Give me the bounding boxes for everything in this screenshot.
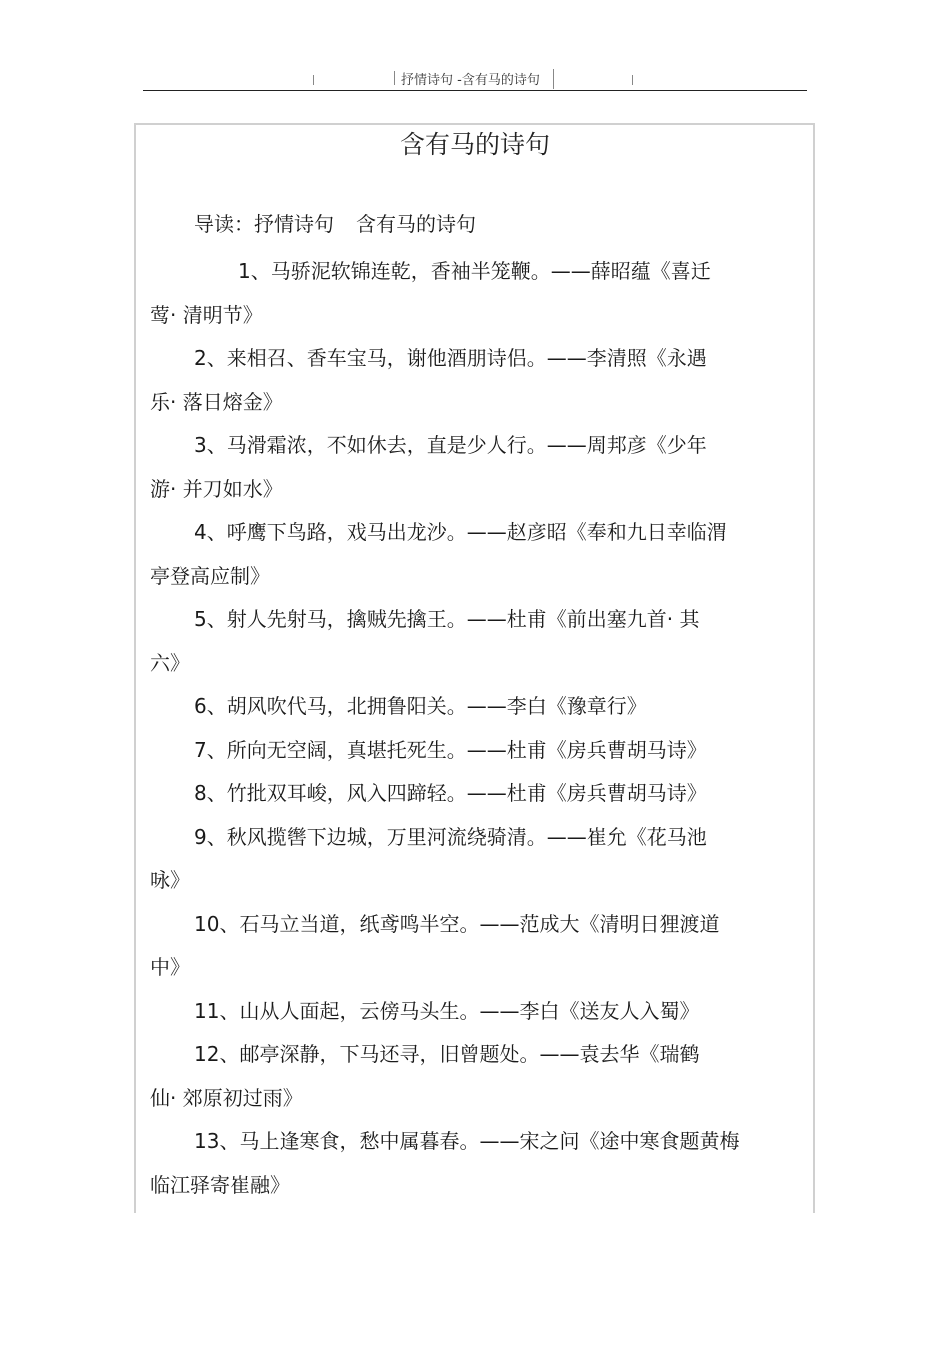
header-rule <box>143 90 807 91</box>
poem-entry-continuation: 亭登高应制》 <box>150 563 270 588</box>
poem-entry-line1: 1、马骄泥软锦连乾，香袖半笼鞭。——薛昭蕴《喜迁 <box>238 259 711 283</box>
poem-entry <box>150 250 770 294</box>
poem-entry <box>150 337 770 381</box>
poem-entry <box>150 424 770 468</box>
poem-entry <box>150 903 770 947</box>
poem-entry-line1: 11、山从人面起，云傍马头生。——李白《送友人入蜀》 <box>194 998 700 1023</box>
header-tick-left <box>313 75 314 85</box>
poem-entry <box>150 1120 770 1164</box>
document-title: 含有马的诗句 <box>399 130 550 159</box>
poem-entry <box>150 598 770 642</box>
poem-entry-continuation: 莺· 清明节》 <box>150 302 263 327</box>
poem-entry <box>150 1033 770 1077</box>
poem-entry <box>150 772 770 816</box>
poem-entry-continuation: 仙· 郊原初过雨》 <box>150 1085 303 1110</box>
poem-entry-line1: 3、马滑霜浓，不如休去，直是少人行。——周邦彦《少年 <box>194 433 707 457</box>
header-text: 抒情诗句 -含有马的诗句 <box>401 73 540 88</box>
poem-entry <box>150 990 770 1034</box>
header-tick-mid-left <box>394 71 395 85</box>
poem-entry-line1: 2、来相召、香车宝马，谢他酒朋诗侣。——李清照《永遇 <box>194 346 707 370</box>
poem-entry <box>150 511 770 555</box>
intro-label: 导读：抒情诗句 <box>194 212 334 236</box>
poem-entry-continuation: 六》 <box>150 650 190 675</box>
poem-entry-line1: 12、邮亭深静，下马还寻，旧曾题处。——袁去华《瑞鹤 <box>194 1042 700 1066</box>
poem-entry-line1: 10、石马立当道，纸鸢鸣半空。——范成大《清明日狸渡道 <box>194 911 720 936</box>
poem-entry-line1: 6、胡风吹代马，北拥鲁阳关。——李白《豫章行》 <box>194 694 647 718</box>
poem-entry-continuation: 游· 并刀如水》 <box>150 476 283 501</box>
intro-line <box>194 208 476 237</box>
poem-entry-line1: 13、马上逢寒食，愁中属暮春。——宋之问《途中寒食题黄梅 <box>194 1129 740 1153</box>
intro-topic: 含有马的诗句 <box>356 212 476 236</box>
poem-entry-line1: 5、射人先射马，擒贼先擒王。——杜甫《前出塞九首· 其 <box>194 607 700 631</box>
poem-entry-line1: 8、竹批双耳峻，风入四蹄轻。——杜甫《房兵曹胡马诗》 <box>194 781 707 805</box>
header-tick-right <box>632 75 633 85</box>
poem-entry-line1: 7、所向无空阔，真堪托死生。——杜甫《房兵曹胡马诗》 <box>194 737 707 762</box>
poem-entry <box>150 729 770 773</box>
poem-entry-line1: 4、呼鹰下鸟路，戏马出龙沙。——赵彦昭《奉和九日幸临渭 <box>194 520 727 544</box>
running-header <box>143 66 807 92</box>
poem-entry-continuation: 中》 <box>150 955 190 979</box>
poem-entries <box>150 250 770 1207</box>
poem-entry-line1: 9、秋风揽辔下边城，万里河流绕骑清。——崔允《花马池 <box>194 824 707 849</box>
poem-entry <box>150 816 770 860</box>
header-tick-mid-right <box>553 69 554 89</box>
poem-entry-continuation: 咏》 <box>150 868 190 892</box>
poem-entry <box>150 685 770 729</box>
poem-entry-continuation: 乐· 落日熔金》 <box>150 389 283 414</box>
poem-entry-continuation: 临江驿寄崔融》 <box>150 1172 290 1197</box>
